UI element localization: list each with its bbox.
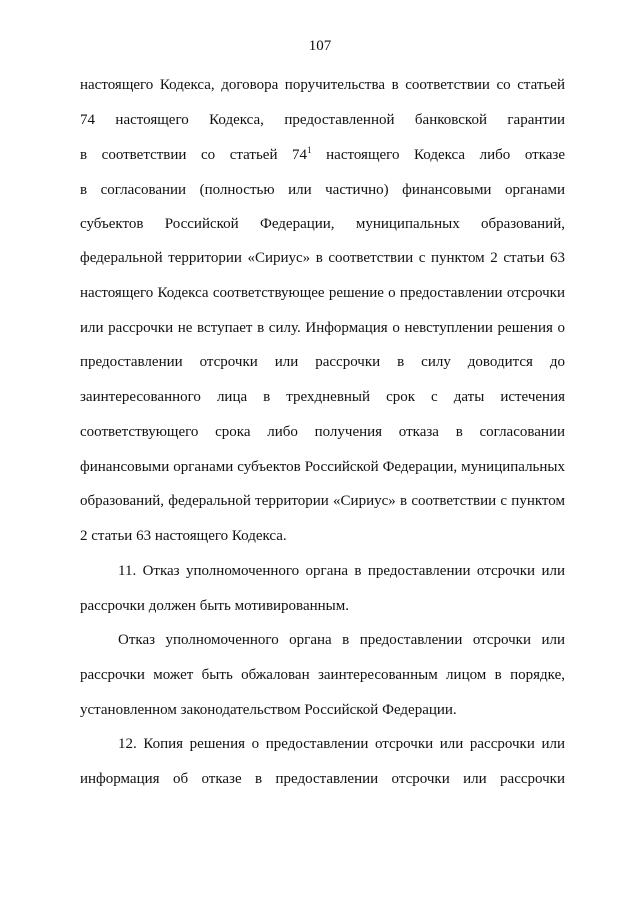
- text-line: рассрочки может быть обжалован заинтересованным лицом в порядке,: [80, 667, 565, 683]
- text-line: 2 статьи 63 настоящего Кодекса.: [80, 528, 287, 544]
- text-line: Отказ уполномоченного органа в предоставлении отсрочки или: [118, 632, 565, 648]
- text-line: в согласовании (полностью или частично) финансовыми органами: [80, 182, 565, 198]
- text-line: соответствующего срока либо получения отказа в согласовании: [80, 424, 565, 440]
- text-line: субъектов Российской Федерации, муниципальных образований,: [80, 216, 565, 232]
- text-line: рассрочки должен быть мотивированным.: [80, 598, 349, 614]
- text-line: 12. Копия решения о предоставлении отсрочки или рассрочки или: [118, 736, 565, 752]
- text-line: финансовыми органами субъектов Российской Федерации, муниципальных: [80, 459, 565, 475]
- text-line: установленном законодательством Российской Федерации.: [80, 702, 457, 718]
- text-line: настоящего Кодекса соответствующее решение о предоставлении отсрочки: [80, 285, 565, 301]
- text-line-with-superscript: [80, 145, 565, 165]
- text-line: или рассрочки не вступает в силу. Информация о невступлении решения о: [80, 320, 565, 336]
- text-line: образований, федеральной территории «Сириус» в соответствии с пунктом: [80, 493, 565, 509]
- text-line: предоставлении отсрочки или рассрочки в силу доводится до: [80, 354, 565, 370]
- text-segment: в соответствии со статьей 74: [80, 147, 308, 163]
- text-line: 11. Отказ уполномоченного органа в предоставлении отсрочки или: [118, 563, 565, 579]
- page-number: 107: [308, 38, 332, 54]
- superscript: 1: [307, 145, 312, 155]
- text-line: 74 настоящего Кодекса, предоставленной банковской гарантии: [80, 112, 565, 128]
- text-segment: настоящего Кодекса либо отказе: [311, 147, 565, 163]
- text-line: заинтересованного лица в трехдневный срок с даты истечения: [80, 389, 565, 405]
- text-line: федеральной территории «Сириус» в соответствии с пунктом 2 статьи 63: [80, 250, 565, 266]
- text-line: настоящего Кодекса, договора поручительства в соответствии со статьей: [80, 77, 565, 93]
- text-line: информация об отказе в предоставлении отсрочки или рассрочки: [80, 771, 565, 787]
